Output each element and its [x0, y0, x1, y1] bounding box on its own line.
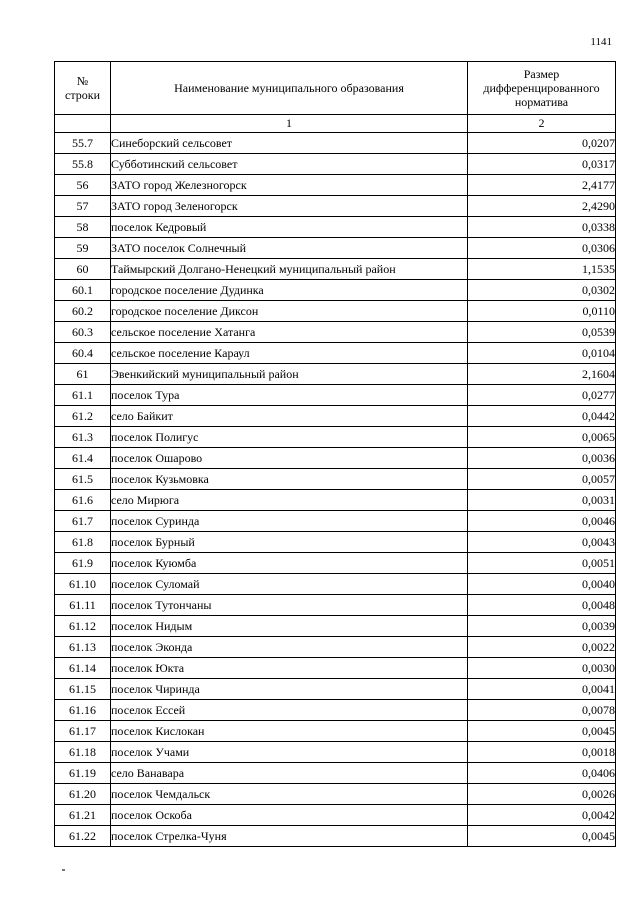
row-number-cell: 61.3	[55, 427, 111, 448]
table-row	[55, 595, 616, 616]
municipality-name-cell: поселок Кедровый	[111, 217, 468, 238]
table-row	[55, 679, 616, 700]
page-number: 1141	[590, 36, 612, 48]
row-number-cell: 60	[55, 259, 111, 280]
header-normative-size: Размер дифференцированного норматива	[468, 62, 616, 115]
row-number-cell: 61.1	[55, 385, 111, 406]
normative-value-cell: 0,0040	[468, 574, 616, 595]
normative-value-cell: 0,0042	[468, 805, 616, 826]
column-index-empty	[55, 115, 111, 133]
row-number-cell: 61.22	[55, 826, 111, 847]
row-number-cell: 60.1	[55, 280, 111, 301]
normative-value-cell: 0,0031	[468, 490, 616, 511]
scan-speck	[62, 869, 65, 871]
table-row	[55, 658, 616, 679]
table-row	[55, 574, 616, 595]
row-number-cell: 61.8	[55, 532, 111, 553]
municipality-name-cell: поселок Чиринда	[111, 679, 468, 700]
normative-value-cell: 0,0306	[468, 238, 616, 259]
table-row	[55, 301, 616, 322]
normative-value-cell: 0,0338	[468, 217, 616, 238]
row-number-cell: 56	[55, 175, 111, 196]
table-row	[55, 427, 616, 448]
normative-value-cell: 0,0065	[468, 427, 616, 448]
municipality-name-cell: поселок Кузьмовка	[111, 469, 468, 490]
municipality-name-cell: поселок Эконда	[111, 637, 468, 658]
row-number-cell: 61.17	[55, 721, 111, 742]
municipality-name-cell: Синеборский сельсовет	[111, 133, 468, 154]
municipality-name-cell: ЗАТО город Зеленогорск	[111, 196, 468, 217]
normative-value-cell: 0,0026	[468, 784, 616, 805]
normative-value-cell: 0,0030	[468, 658, 616, 679]
normative-value-cell: 0,0277	[468, 385, 616, 406]
table-row	[55, 826, 616, 847]
table-row	[55, 553, 616, 574]
row-number-cell: 61	[55, 364, 111, 385]
row-number-cell: 61.21	[55, 805, 111, 826]
normative-value-cell: 0,0022	[468, 637, 616, 658]
municipality-name-cell: поселок Тура	[111, 385, 468, 406]
municipality-name-cell: село Байкит	[111, 406, 468, 427]
municipality-name-cell: сельское поселение Караул	[111, 343, 468, 364]
row-number-cell: 61.20	[55, 784, 111, 805]
row-number-cell: 61.6	[55, 490, 111, 511]
row-number-cell: 61.16	[55, 700, 111, 721]
municipality-name-cell: поселок Бурный	[111, 532, 468, 553]
table-row	[55, 448, 616, 469]
municipality-name-cell: поселок Юкта	[111, 658, 468, 679]
normative-value-cell: 0,0442	[468, 406, 616, 427]
table-row	[55, 175, 616, 196]
header-row-number: № строки	[55, 62, 111, 115]
municipality-name-cell: городское поселение Дудинка	[111, 280, 468, 301]
row-number-cell: 61.12	[55, 616, 111, 637]
table-header-row	[55, 62, 616, 115]
municipality-name-cell: село Ванавара	[111, 763, 468, 784]
table-row	[55, 217, 616, 238]
table-row	[55, 238, 616, 259]
row-number-cell: 60.4	[55, 343, 111, 364]
normative-value-cell: 0,0036	[468, 448, 616, 469]
municipality-name-cell: поселок Кислокан	[111, 721, 468, 742]
row-number-cell: 61.5	[55, 469, 111, 490]
normative-value-cell: 2,4177	[468, 175, 616, 196]
row-number-cell: 61.19	[55, 763, 111, 784]
normative-value-cell: 0,0039	[468, 616, 616, 637]
row-number-cell: 61.13	[55, 637, 111, 658]
municipality-name-cell: поселок Ошарово	[111, 448, 468, 469]
row-number-cell: 61.4	[55, 448, 111, 469]
table-row	[55, 343, 616, 364]
row-number-cell: 61.15	[55, 679, 111, 700]
normative-value-cell: 0,0110	[468, 301, 616, 322]
row-number-cell: 55.8	[55, 154, 111, 175]
table-row	[55, 637, 616, 658]
table-row	[55, 742, 616, 763]
table-row	[55, 784, 616, 805]
normative-value-cell: 0,0057	[468, 469, 616, 490]
table-row	[55, 763, 616, 784]
column-index-row	[55, 115, 616, 133]
row-number-cell: 55.7	[55, 133, 111, 154]
municipality-name-cell: поселок Куюмба	[111, 553, 468, 574]
normative-value-cell: 0,0539	[468, 322, 616, 343]
normative-value-cell: 0,0051	[468, 553, 616, 574]
table-body	[55, 133, 616, 847]
normative-value-cell: 0,0041	[468, 679, 616, 700]
table-row	[55, 532, 616, 553]
normative-value-cell: 2,1604	[468, 364, 616, 385]
header-municipality-name: Наименование муниципального образования	[111, 62, 468, 115]
table-row	[55, 469, 616, 490]
municipality-name-cell: поселок Чемдальск	[111, 784, 468, 805]
municipality-name-cell: Субботинский сельсовет	[111, 154, 468, 175]
municipality-name-cell: поселок Ессей	[111, 700, 468, 721]
row-number-cell: 57	[55, 196, 111, 217]
normative-value-cell: 2,4290	[468, 196, 616, 217]
municipality-name-cell: ЗАТО город Железногорск	[111, 175, 468, 196]
normative-value-cell: 0,0104	[468, 343, 616, 364]
normative-value-cell: 0,0406	[468, 763, 616, 784]
normative-value-cell: 0,0043	[468, 532, 616, 553]
row-number-cell: 61.10	[55, 574, 111, 595]
row-number-cell: 60.3	[55, 322, 111, 343]
row-number-cell: 61.11	[55, 595, 111, 616]
municipality-name-cell: поселок Суломай	[111, 574, 468, 595]
table-row	[55, 616, 616, 637]
normative-value-cell: 1,1535	[468, 259, 616, 280]
table-row	[55, 322, 616, 343]
normative-value-cell: 0,0045	[468, 826, 616, 847]
row-number-cell: 61.9	[55, 553, 111, 574]
normative-value-cell: 0,0078	[468, 700, 616, 721]
table-row	[55, 280, 616, 301]
normative-value-cell: 0,0317	[468, 154, 616, 175]
municipality-name-cell: село Мирюга	[111, 490, 468, 511]
table-row	[55, 511, 616, 532]
municipality-name-cell: поселок Полигус	[111, 427, 468, 448]
table-row	[55, 721, 616, 742]
table-row	[55, 490, 616, 511]
table-row	[55, 364, 616, 385]
table-row	[55, 196, 616, 217]
row-number-cell: 61.7	[55, 511, 111, 532]
normative-value-cell: 0,0048	[468, 595, 616, 616]
table-row	[55, 133, 616, 154]
table-row	[55, 259, 616, 280]
normative-value-cell: 0,0302	[468, 280, 616, 301]
row-number-cell: 58	[55, 217, 111, 238]
municipality-name-cell: поселок Оскоба	[111, 805, 468, 826]
normative-value-cell: 0,0045	[468, 721, 616, 742]
row-number-cell: 59	[55, 238, 111, 259]
row-number-cell: 61.18	[55, 742, 111, 763]
table-row	[55, 805, 616, 826]
row-number-cell: 61.2	[55, 406, 111, 427]
municipality-name-cell: поселок Стрелка-Чуня	[111, 826, 468, 847]
normative-value-cell: 0,0207	[468, 133, 616, 154]
municipality-name-cell: поселок Нидым	[111, 616, 468, 637]
table-row	[55, 154, 616, 175]
table-row	[55, 700, 616, 721]
municipality-name-cell: сельское поселение Хатанга	[111, 322, 468, 343]
municipality-name-cell: поселок Суринда	[111, 511, 468, 532]
column-index-1: 1	[111, 115, 468, 133]
row-number-cell: 61.14	[55, 658, 111, 679]
column-index-2: 2	[468, 115, 616, 133]
municipality-name-cell: поселок Учами	[111, 742, 468, 763]
normative-value-cell: 0,0046	[468, 511, 616, 532]
normative-value-cell: 0,0018	[468, 742, 616, 763]
municipality-name-cell: Эвенкийский муниципальный район	[111, 364, 468, 385]
row-number-cell: 60.2	[55, 301, 111, 322]
municipality-name-cell: ЗАТО поселок Солнечный	[111, 238, 468, 259]
table-row	[55, 385, 616, 406]
table-row	[55, 406, 616, 427]
municipality-name-cell: городское поселение Диксон	[111, 301, 468, 322]
municipality-name-cell: поселок Тутончаны	[111, 595, 468, 616]
municipality-name-cell: Таймырский Долгано-Ненецкий муниципальный район	[111, 259, 468, 280]
normative-table	[54, 61, 616, 847]
